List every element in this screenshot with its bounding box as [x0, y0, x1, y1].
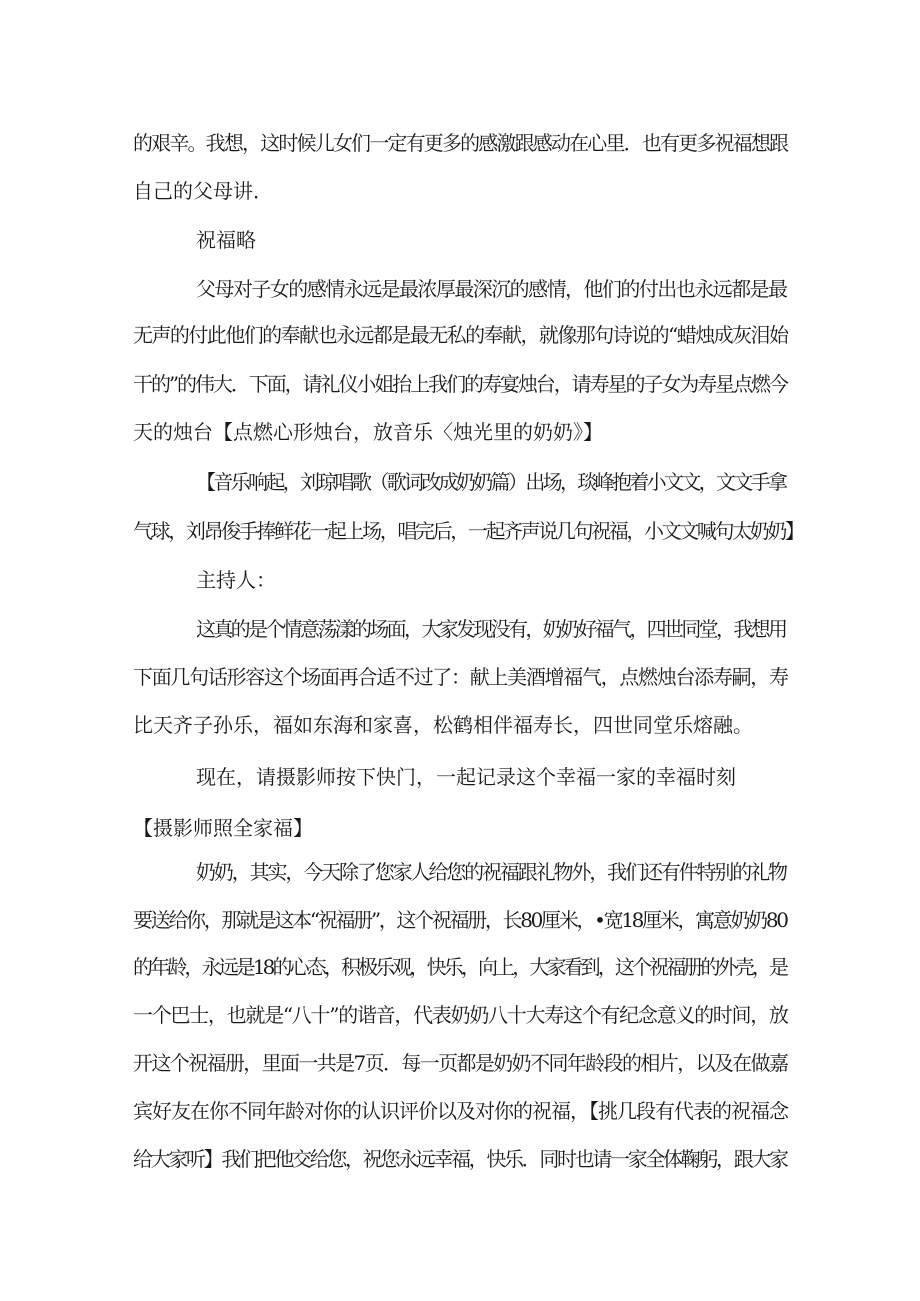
text-line: 要送给你，那就是这本“祝福册”，这个祝福册，长80厘米，•宽18厘米，寓意奶奶80 [133, 908, 787, 932]
text-line: 下面几句话形容这个场面再合适不过了：献上美酒增福气，点燃烛台添寿嗣，寿 [133, 665, 788, 689]
text-line: 奶奶，其实，今天除了您家人给您的祝福跟礼物外，我们还有件特别的礼物 [196, 860, 786, 884]
text-line: 自己的父母讲． [133, 179, 273, 203]
text-line: 【摄影师照全家福】 [133, 816, 313, 840]
text-line: 的艰辛。我想，这时候儿女们一定有更多的感激跟感动在心里．也有更多祝福想跟 [133, 131, 788, 155]
text-line: 宾好友在你不同年龄对你的认识评价以及对你的祝福，【挑几段有代表的祝福念 [133, 1099, 788, 1123]
text-line: 气球，刘昂俊手捧鲜花一起上场，唱完后，一起齐声说几句祝福，小文文喊句太奶奶】 [133, 519, 803, 543]
section-heading: 祝福略 [196, 228, 256, 252]
text-line: 比天齐子孙乐，福如东海和家喜，松鹤相伴福寿长，四世同堂乐熔融。 [133, 713, 753, 737]
speaker-label: 主持人： [196, 568, 276, 592]
text-line: 【音乐响起，刘琼唱歌（歌词改成奶奶篇）出场，琰峰抱着小文文，文文手拿 [196, 470, 786, 494]
text-line: 父母对子女的感情永远是最浓厚最深沉的感情，他们的付出也永远都是最 [196, 277, 787, 301]
text-line: 天的烛台【点燃心形烛台，放音乐〈烛光里的奶奶》】 [133, 420, 603, 444]
text-line: 给大家听】我们把他交给您，祝您永远幸福，快乐．同时也请一家全体鞠躬，跟大家 [133, 1147, 787, 1171]
text-line: 开这个祝福册，里面一共是7页．每一页都是奶奶不同年龄段的相片，以及在做嘉 [133, 1051, 788, 1075]
text-line: 的年龄，永远是18的心态，积极乐观，快乐，向上，大家看到，这个祝福册的外壳，是 [133, 955, 787, 979]
text-line: 无声的付此他们的奉献也永远都是最无私的奉献，就像那句诗说的“蜡烛成灰泪始 [133, 323, 788, 347]
text-line: 这真的是个情意荡漾的场面，大家发现没有，奶奶好福气，四世同堂，我想用 [196, 617, 786, 641]
text-line: 一个巴士，也就是“八十”的谐音，代表奶奶八十大寿这个有纪念意义的时间，放 [133, 1003, 788, 1027]
text-line: 干的”的伟大．下面，请礼仪小姐抬上我们的寿宴烛台，请寿星的子女为寿星点燃今 [133, 372, 787, 396]
text-line: 现在，请摄影师按下快门，一起记录这个幸福一家的幸福时刻 [196, 765, 736, 789]
